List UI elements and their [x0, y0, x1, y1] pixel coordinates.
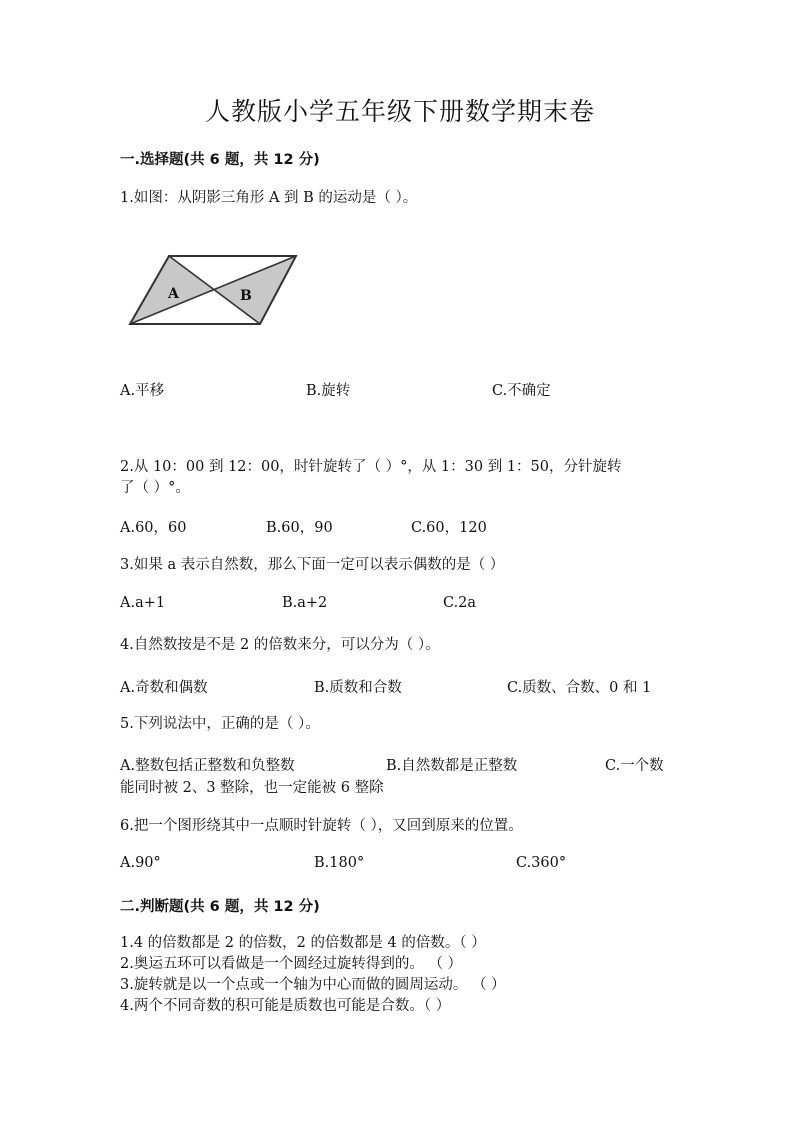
q3-option-a[interactable]: A.a+1 — [120, 595, 166, 611]
judgement-item-1: 1.4 的倍数都是 2 的倍数，2 的倍数都是 4 的倍数。（ ） — [120, 935, 486, 951]
question-6-text: 6.把一个图形绕其中一点顺时针旋转（ ），又回到原来的位置。 — [120, 818, 523, 834]
q6-option-a[interactable]: A.90° — [120, 855, 161, 871]
judgement-item-2: 2.奥运五环可以看做是一个圆经过旋转得到的。 （ ） — [120, 956, 463, 972]
q1-option-a[interactable]: A.平移 — [120, 383, 165, 399]
q5-option-c[interactable]: C.一个数 — [605, 758, 664, 774]
judgement-item-3: 3.旋转就是以一个点或一个轴为中心而做的圆周运动。 （ ） — [120, 977, 506, 993]
page-title: 人教版小学五年级下册数学期末卷 — [204, 97, 595, 126]
question-1-text: 1.如图：从阴影三角形 A 到 B 的运动是（ ）。 — [120, 190, 418, 206]
question-2-text-line2: 了（ ）°。 — [120, 480, 190, 496]
q4-option-a[interactable]: A.奇数和偶数 — [120, 680, 208, 696]
q1-option-b[interactable]: B.旋转 — [306, 383, 351, 399]
q2-option-b[interactable]: B.60，90 — [266, 520, 333, 536]
q5-option-a[interactable]: A.整数包括正整数和负整数 — [120, 758, 295, 774]
section-heading-judgement: 二.判断题(共 6 题，共 12 分) — [120, 899, 320, 915]
label-b: B — [240, 288, 252, 304]
question-5-text: 5.下列说法中，正确的是（ ）。 — [120, 716, 320, 732]
q6-option-c[interactable]: C.360° — [516, 855, 567, 871]
q4-option-c[interactable]: C.质数、合数、0 和 1 — [507, 680, 652, 696]
q4-option-b[interactable]: B.质数和合数 — [314, 680, 402, 696]
section-heading-choice: 一.选择题(共 6 题，共 12 分) — [120, 152, 320, 168]
q3-option-b[interactable]: B.a+2 — [282, 595, 328, 611]
q5-option-c-continuation: 能同时被 2、3 整除，也一定能被 6 整除 — [120, 780, 384, 796]
q5-option-b[interactable]: B.自然数都是正整数 — [386, 758, 518, 774]
label-a: A — [168, 286, 179, 302]
question-3-text: 3.如果 a 表示自然数，那么下面一定可以表示偶数的是（ ） — [120, 557, 505, 573]
judgement-item-4: 4.两个不同奇数的积可能是质数也可能是合数。（ ） — [120, 998, 451, 1014]
q6-option-b[interactable]: B.180° — [314, 855, 365, 871]
q2-option-a[interactable]: A.60，60 — [120, 520, 187, 536]
question-4-text: 4.自然数按是不是 2 的倍数来分，可以分为（ ）。 — [120, 637, 440, 653]
question-2-text-line1: 2.从 10：00 到 12：00，时针旋转了（ ）°，从 1：30 到 1：50，分针旋转 — [120, 459, 622, 475]
q3-option-c[interactable]: C.2a — [443, 595, 477, 611]
q2-option-c[interactable]: C.60，120 — [411, 520, 487, 536]
triangle-b-shaded — [214, 256, 296, 324]
q1-option-c[interactable]: C.不确定 — [492, 383, 551, 399]
parallelogram-figure — [126, 252, 302, 332]
